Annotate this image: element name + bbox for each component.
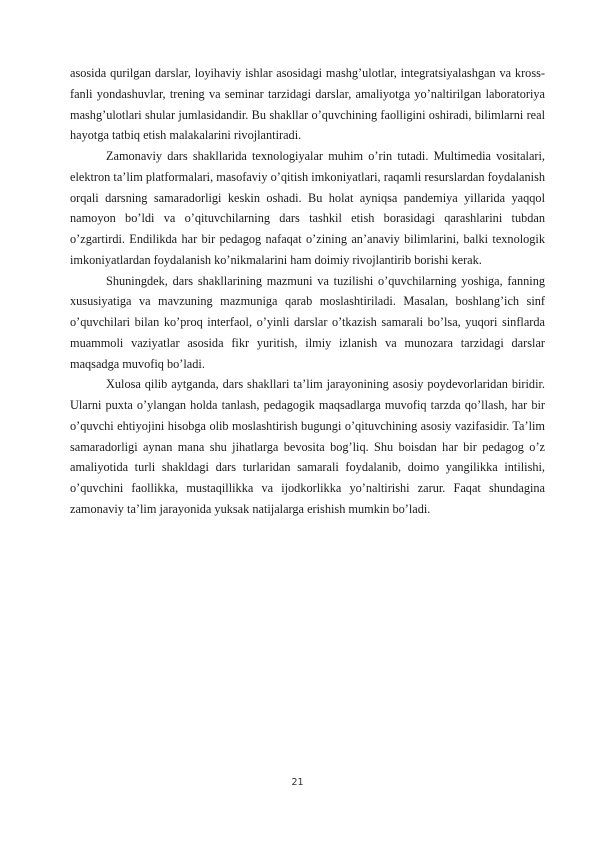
page-number: 21 bbox=[291, 777, 304, 788]
paragraph-continuation: asosida qurilgan darslar, loyihaviy ishlar asosidagi mashg’ulotlar, integratsiyalashgan va kross-fanli yondashuvlar, trening va seminar tarzidagi darslar, amaliyotga yo’naltirilgan laboratoriya mashg’ulotlari shular jumlasidandir. Bu shakllar o’quvchining faolligini oshiradi, bilimlarni real hayotga tatbiq etish malakalarini rivojlantiradi. bbox=[70, 66, 545, 143]
paragraph-technologies: Zamonaviy dars shakllarida texnologiyalar muhim o’rin tutadi. Multimedia vositalari, elektron ta’lim platformalari, masofaviy o’qitish imkoniyatlari, raqamli resurslardan foydalanish orqali darsning samaradorligi keskin oshadi. Bu holat ayniqsa pandemiya yillarida yaqqol namoyon bo’ldi va o’qituvchilarning dars tashkil etish borasidagi qarashlarini tubdan o’zgartirdi. Endilikda har bir pedagog nafaqat o’zining an’anaviy bilimlarini, balki texnologik imkoniyatlardan foydalanish ko’nikmalarini ham doimiy rivojlantirib borishi kerak. bbox=[70, 149, 545, 267]
paragraph-conclusion: Xulosa qilib aytganda, dars shakllari ta’lim jarayonining asosiy poydevorlaridan biridir. Ularni puxta o’ylangan holda tanlash, pedagogik maqsadlarga muvofiq tarzda qo’llash, har bir o’quvchi ehtiyojini hisobga olib moslashtirish bugungi o’qituvchining asosiy vazifasidir. Ta’lim samaradorligi aynan mana shu jihatlarga bevosita bog’liq. Shu boisdan har bir pedagog o’z amaliyotida turli shakldagi dars turlaridan samarali foydalanib, doimo yangilikka intilishi, o’quvchini faollikka, mustaqillikka va ijodkorlikka yo’naltirishi zarur. Faqat shundagina zamonaviy ta’lim jarayonida yuksak natijalarga erishish mumkin bo’ladi. bbox=[70, 377, 545, 516]
paragraph-adaptation: Shuningdek, dars shakllarining mazmuni va tuzilishi o’quvchilarning yoshiga, fanning xususiyatiga va mavzuning mazmuniga qarab moslashtiriladi. Masalan, boshlang’ich sinf o’quvchilari bilan ko’proq interfaol, o’yinli darslar o’tkazish samarali bo’lsa, yuqori sinflarda muammoli vaziyatlar asosida fikr yuritish, ilmiy izlanish va munozara tarzidagi darslar maqsadga muvofiq bo’ladi. bbox=[70, 273, 545, 371]
document-body bbox=[70, 63, 545, 520]
